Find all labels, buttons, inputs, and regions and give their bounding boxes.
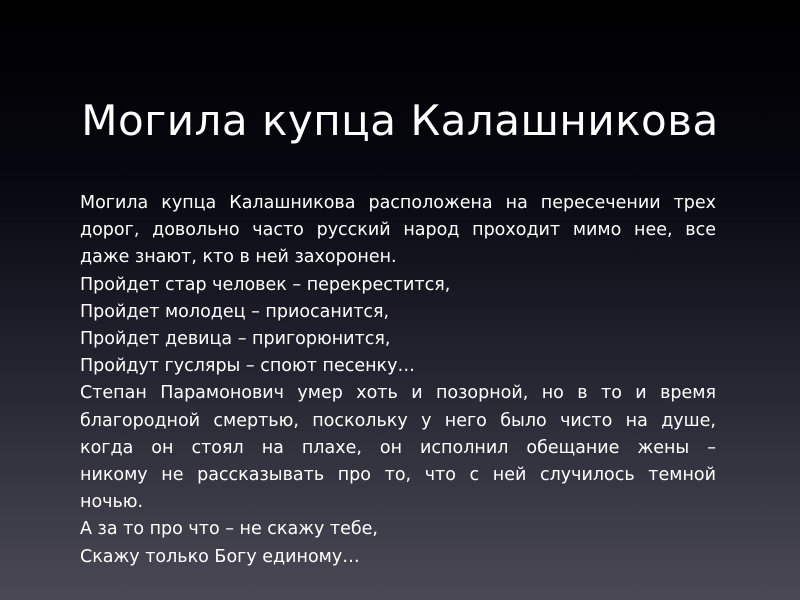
body-line: Скажу только Богу единому… — [80, 546, 360, 567]
body-line: Пройдут гусляры – споют песенку… — [80, 356, 415, 377]
body-line: даже знают, кто в ней захоронен. — [80, 247, 397, 268]
body-line: ночью. — [80, 492, 144, 513]
body-line: Степан Парамонович умер хоть и позорной, но в то и время — [80, 383, 716, 404]
slide-title: Могила купца Калашникова — [81, 96, 719, 145]
slide-body — [80, 190, 716, 571]
body-line: Пройдет молодец – приосанится, — [80, 301, 390, 322]
body-line: А за то про что – не скажу тебе, — [80, 519, 378, 540]
body-line: когда он стоял на плахе, он исполнил обещание жены – — [80, 437, 716, 458]
body-line: благородной смертью, поскольку у него было чисто на душе, — [80, 410, 716, 431]
body-line: никому не рассказывать про то, что с ней случилось темной — [80, 465, 716, 486]
body-line: дорог, довольно часто русский народ проходит мимо нее, все — [80, 220, 716, 241]
body-line: Могила купца Калашникова расположена на пересечении трех — [80, 193, 716, 213]
body-line: Пройдет девица – пригорюнится, — [80, 329, 391, 350]
body-line: Пройдет стар человек – перекрестится, — [80, 274, 451, 295]
